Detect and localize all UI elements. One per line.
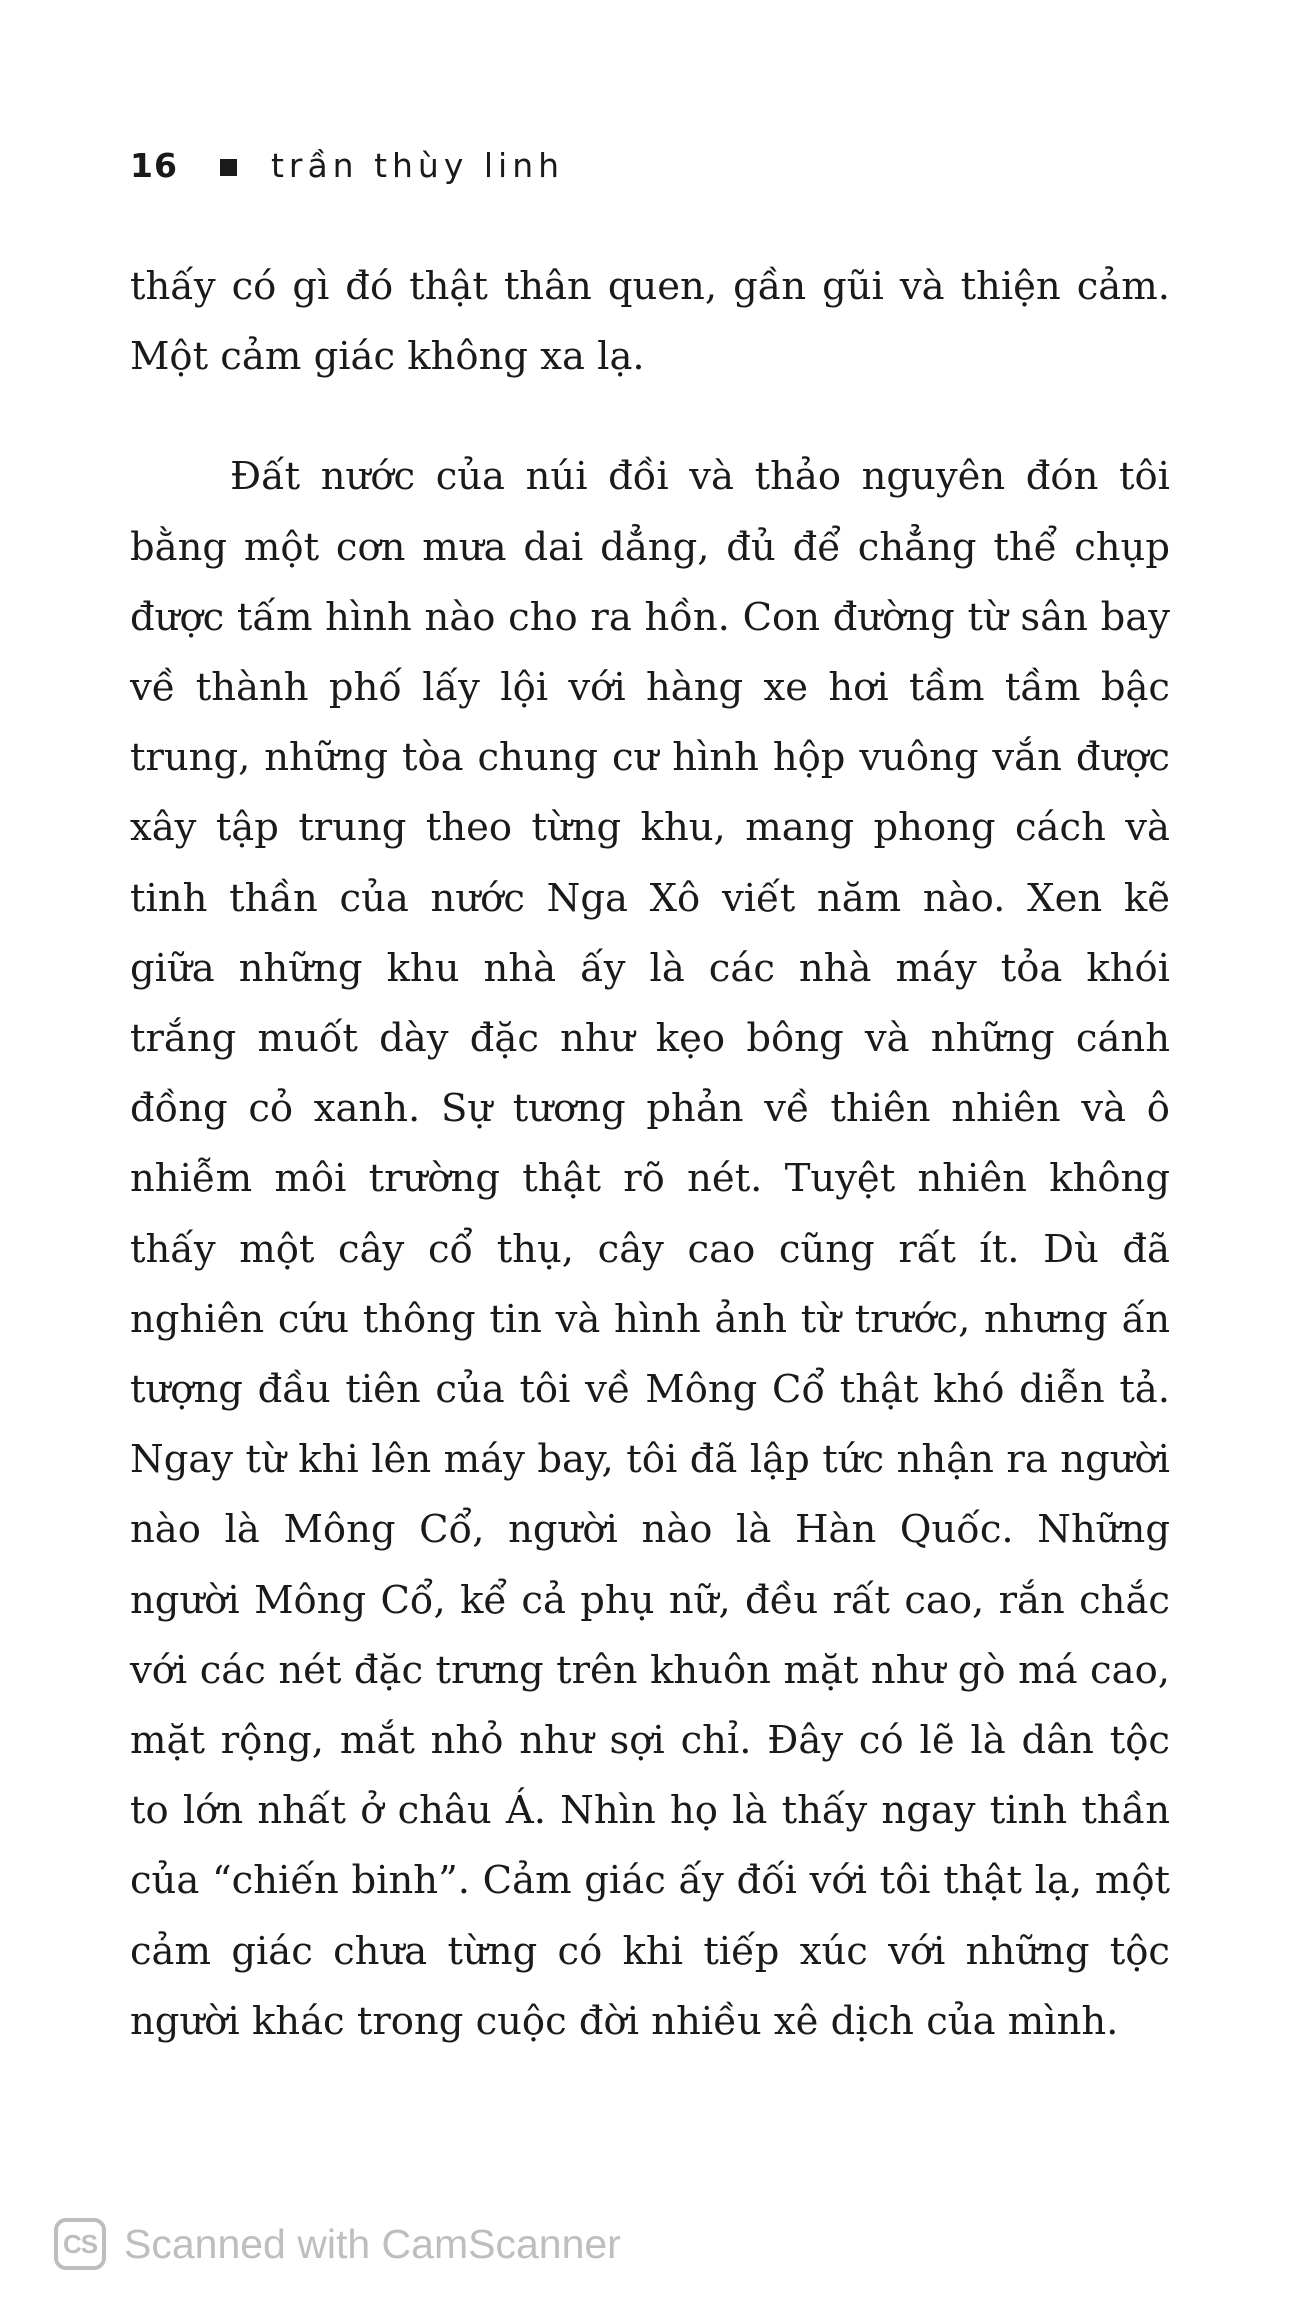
camscanner-logo-icon: CS [54,2218,106,2270]
body-text [130,252,1170,2057]
square-bullet-icon [220,159,237,176]
paragraph-continued: thấy có gì đó thật thân quen, gần gũi và thiện cảm. Một cảm giác không xa lạ. [130,264,1170,380]
camscanner-watermark [54,2218,621,2270]
page-number: 16 [130,146,178,185]
paragraph: Đất nước của núi đồi và thảo nguyên đón tôi bằng một cơn mưa dai dẳng, đủ để chẳng thể chụp được tấm hình nào cho ra hồn. Con đường từ sân bay về thành phố lấy lội với hàng xe hơi tầm tầm bậc trung, những tòa chung cư hình hộp vuông vắn được xây tập trung theo từng khu, mang phong cách và tinh thần của nước Nga Xô viết năm nào. Xen kẽ giữa những khu nhà ấy là các nhà máy tỏa khói trắng muốt dày đặc như kẹo bông và những cánh đồng cỏ xanh. Sự tương phản về thiên nhiên và ô nhiễm môi trường thật rõ nét. Tuyệt nhiên không thấy một cây cổ thụ, cây cao cũng rất ít. Dù đã nghiên cứu thông tin và hình ảnh từ trước, nhưng ấn tượng đầu tiên của tôi về Mông Cổ thật khó diễn tả. Ngay từ khi lên máy bay, tôi đã lập tức nhận ra người nào là Mông Cổ, người nào là Hàn Quốc. Những người Mông Cổ, kể cả phụ nữ, đều rất cao, rắn chắc với các nét đặc trưng trên khuôn mặt như gò má cao, mặt rộng, mắt nhỏ như sợi chỉ. Đây có lẽ là dân tộc to lớn nhất ở châu Á. Nhìn họ là thấy ngay tinh thần của “chiến binh”. Cảm giác ấy đối với tôi thật lạ, một cảm giác chưa từng có khi tiếp xúc với những tộc người khác trong cuộc đời nhiều xê dịch của mình. [130,454,1170,2044]
author-name: trần thùy linh [270,146,565,185]
running-header [130,146,564,185]
watermark-text: Scanned with CamScanner [124,2220,621,2267]
